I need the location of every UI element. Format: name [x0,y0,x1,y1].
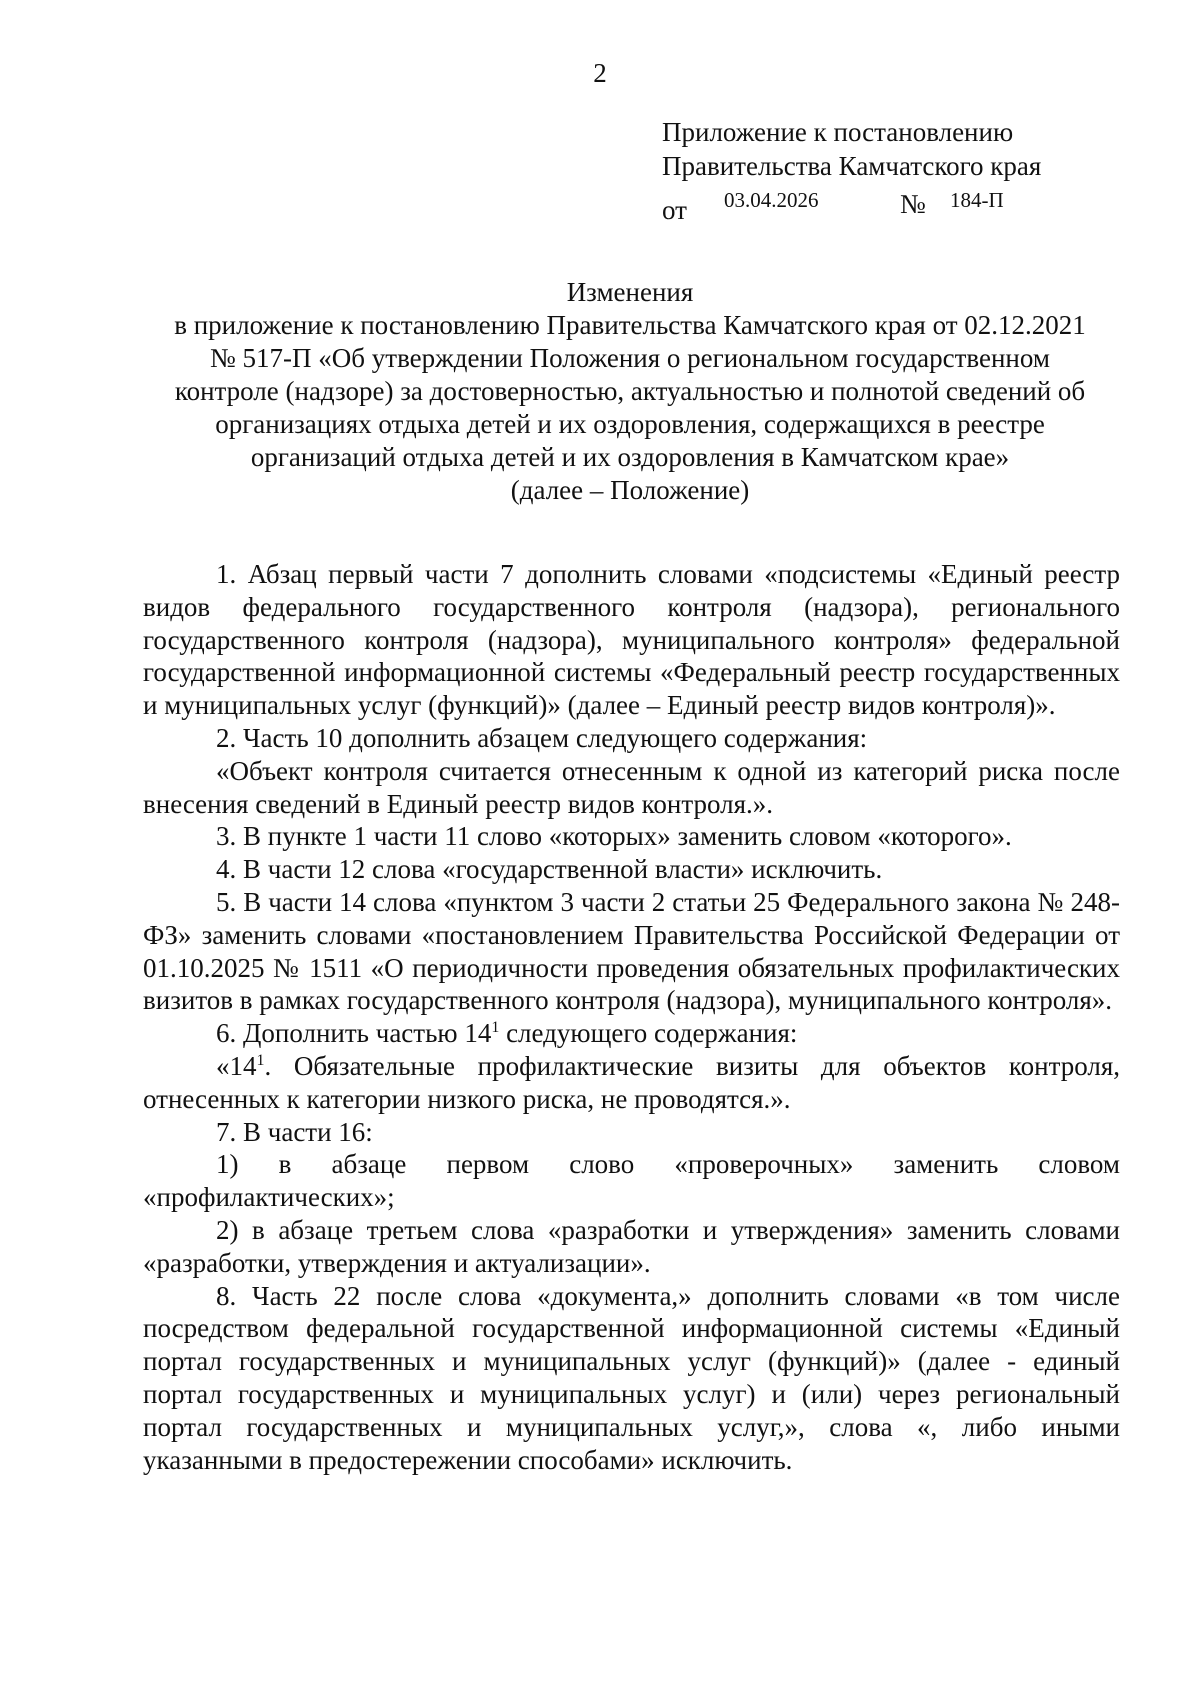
document-title [140,276,1120,507]
paragraph-5: 4. В части 12 слова «государственной власти» исключить. [216,854,883,885]
paragraph-7-text-a: 6. Дополнить частью 14 [216,1018,492,1049]
date-prefix: от [662,195,687,225]
page-number: 2 [593,58,607,88]
paragraph-10: 1) в абзаце первом слово «проверочных» заменить словом «профилактических»; [143,1149,1120,1213]
paragraph-9: 7. В части 16: [216,1116,373,1147]
superscript: 1 [491,1019,500,1037]
paragraph-3: «Объект контроля считается отнесенным к одной из категорий риска после внесения сведений в Единый реестр видов контроля.». [143,755,1120,819]
paragraph-1: 1. Абзац первый части 7 дополнить словами «подсистемы «Единый реестр видов федерального государственного контроля (надзора), регионального государственного контроля (надзора), муниципального контроля» федеральной государственной информационной системы «Федеральный реестр государственных и муниципальных услуг (функций)» (далее – Единый реестр видов контроля)». [143,559,1120,721]
paragraph-8 [143,1050,1120,1116]
title-line: организаций отдыха детей и их оздоровления в Камчатском крае» [250,442,1010,472]
appendix-date-row [662,183,1102,225]
paragraph-4: 3. В пункте 1 части 11 слово «которых» заменить словом «которого». [216,821,1012,852]
title-line: организациях отдыха детей и их оздоровления, содержащихся в реестре [215,409,1045,439]
title-line: в приложение к постановлению Правительства Камчатского края от 02.12.2021 [174,310,1086,340]
paragraph-8-text-a: «14 [216,1050,257,1081]
superscript: 1 [256,1051,265,1069]
paragraph-8-text-b: . Обязательные профилактические визиты для объектов контроля, отнесенных к категории низкого риска, не проводятся.». [143,1050,1120,1114]
appendix-line-1: Приложение к постановлению [662,117,1014,147]
paragraph-12: 8. Часть 22 после слова «документа,» дополнить словами «в том числе посредством федеральной государственной информационной системы «Единый портал государственных и муниципальных услуг (функций)» (далее - единый портал государственных и муниципальных услуг) и (или) через региональный портал государственных и муниципальных услуг,», слова «, либо иными указанными в предостережении способами» исключить. [143,1280,1120,1475]
appendix-block [662,115,1102,225]
resolution-date: 03.04.2026 [724,188,819,212]
paragraph-11: 2) в абзаце третьем слова «разработки и утверждения» заменить словами «разработки, утверждения и актуализации». [143,1214,1120,1278]
document-body [143,558,1120,1476]
title-line: контроле (надзоре) за достоверностью, актуальностью и полнотой сведений об [174,376,1086,406]
paragraph-7 [143,1017,1120,1050]
title-heading: Изменения [566,277,694,307]
number-sign: № [900,189,926,219]
paragraph-6: 5. В части 14 слова «пунктом 3 части 2 статьи 25 Федерального закона № 248-ФЗ» заменить словами «постановлением Правительства Российской Федерации от 01.10.2025 № 1511 «О периодичности проведения обязательных профилактических визитов в рамках государственного контроля (надзора), муниципального контроля». [143,886,1120,1016]
title-line: (далее – Положение) [510,475,750,505]
appendix-line-2: Правительства Камчатского края [662,151,1042,181]
title-line: № 517-П «Об утверждении Положения о региональном государственном [210,343,1050,373]
paragraph-7-text-b: следующего содержания: [499,1018,798,1049]
resolution-number: 184-П [950,188,1004,212]
paragraph-2: 2. Часть 10 дополнить абзацем следующего содержания: [216,722,868,753]
